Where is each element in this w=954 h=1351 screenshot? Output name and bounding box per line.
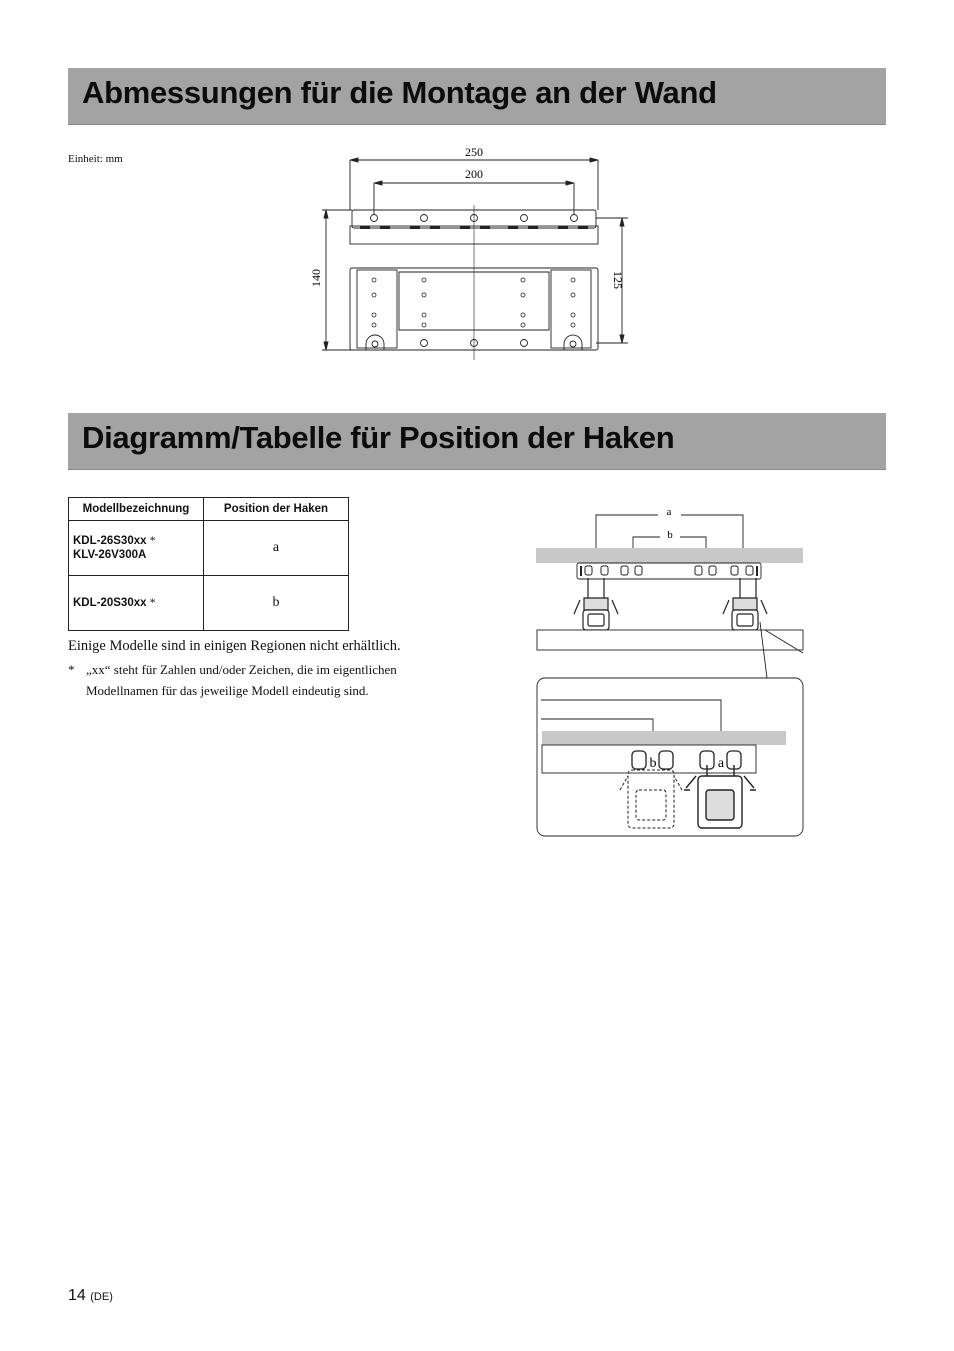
asterisk-mark: * xyxy=(149,535,156,547)
section-title-wall-mount: Abmessungen für die Montage an der Wand xyxy=(82,75,717,110)
page-language: (DE) xyxy=(90,1291,113,1303)
table-cell-model xyxy=(69,521,204,576)
model-name: KDL-26S30xx xyxy=(73,535,147,547)
table-header-model: Modellbezeichnung xyxy=(69,498,204,521)
dimension-125-label: 125 xyxy=(611,271,625,289)
zoom-label-b: b xyxy=(649,756,657,771)
table-header-position: Position der Haken xyxy=(204,498,349,521)
hook-label-b: b xyxy=(667,529,673,541)
table-cell-position: b xyxy=(204,576,349,631)
dimension-200-label: 200 xyxy=(465,167,483,181)
model-name: KDL-20S30xx xyxy=(73,597,147,609)
table-row xyxy=(69,521,349,576)
unit-label: Einheit: mm xyxy=(68,153,123,165)
section-header-hook-position xyxy=(68,413,886,470)
dimension-250-label: 250 xyxy=(465,145,483,159)
table-cell-model xyxy=(69,576,204,631)
hook-label-a: a xyxy=(666,506,672,518)
footnote xyxy=(68,659,448,701)
model-name: KLV-26V300A xyxy=(73,549,147,561)
footnote-mark: * xyxy=(68,662,75,677)
availability-note: Einige Modelle sind in einigen Regionen nicht erhältlich. xyxy=(68,638,401,654)
wall-mount-dimension-diagram xyxy=(300,140,640,370)
hook-position-diagram xyxy=(530,495,815,845)
section-header-wall-mount xyxy=(68,68,886,125)
page-number xyxy=(68,1287,113,1305)
hook-position-table xyxy=(68,497,349,631)
page-number-value: 14 xyxy=(68,1287,86,1304)
zoom-label-a: a xyxy=(717,756,725,771)
asterisk-mark: * xyxy=(149,597,156,609)
footnote-text: „xx“ steht für Zahlen und/oder Zeichen, die im eigentlichen Modellnamen für das jeweilige Modell eindeutig sind. xyxy=(86,662,397,698)
table-cell-position: a xyxy=(204,521,349,576)
section-title-hook-position: Diagramm/Tabelle für Position der Haken xyxy=(82,420,675,455)
table-header-row xyxy=(69,498,349,521)
dimension-140-label: 140 xyxy=(309,269,323,287)
table-row xyxy=(69,576,349,631)
